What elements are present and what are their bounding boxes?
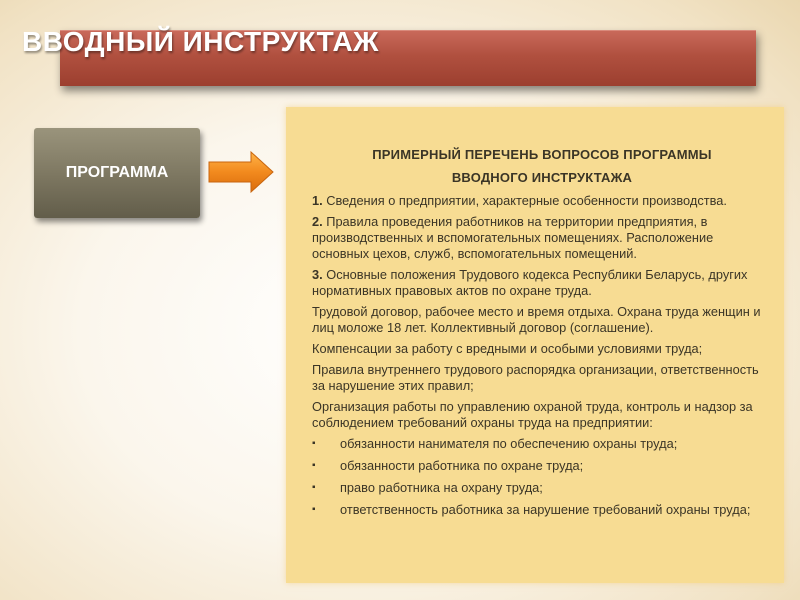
item-number: 1. (312, 193, 323, 208)
list-item (312, 458, 772, 474)
right-arrow-icon (207, 150, 275, 194)
heading-line-2: ВВОДНОГО ИНСТРУКТАЖА (451, 170, 633, 185)
heading-line-1: ПРИМЕРНЫЙ ПЕРЕЧЕНЬ ВОПРОСОВ ПРОГРАММЫ (372, 147, 712, 162)
bullet-icon: ▪ (312, 438, 316, 449)
list-item-text: обязанности работника по охране труда; (340, 458, 584, 473)
item-text: Сведения о предприятии, характерные особенности производства. (322, 193, 727, 208)
paragraph-internal-rules: Правила внутреннего трудового распорядка организации, ответственность за нарушение этих правил; (312, 362, 759, 393)
program-box (34, 128, 200, 218)
list-item-text: ответственность работника за нарушение требований охраны труда; (340, 502, 751, 517)
paragraph-compensation: Компенсации за работу с вредными и особыми условиями труда; (312, 341, 703, 356)
list-item-text: обязанности нанимателя по обеспечению охраны труда; (340, 436, 678, 451)
bullet-icon: ▪ (312, 504, 316, 515)
numbered-item-3 (312, 267, 772, 299)
item-number: 3. (312, 267, 323, 282)
numbered-item-2 (312, 214, 772, 262)
bullet-icon: ▪ (312, 460, 316, 471)
list-item (312, 480, 772, 496)
paragraph-labor-contract: Трудовой договор, рабочее место и время отдыха. Охрана труда женщин и лиц моложе 18 лет. Коллективный договор (соглашение). (312, 304, 761, 335)
slide-title: ВВОДНЫЙ ИНСТРУКТАЖ (22, 26, 379, 57)
bullet-list (312, 436, 772, 518)
program-label: ПРОГРАММА (65, 164, 169, 181)
content-heading (312, 143, 772, 189)
bullet-icon: ▪ (312, 482, 316, 493)
item-text: Правила проведения работников на территории предприятия, в производственных и вспомогательных помещениях. Расположение основных цехов, служб, вспомогательных помещений. (312, 214, 714, 261)
numbered-item-1 (312, 193, 772, 209)
list-item (312, 502, 772, 518)
item-text: Основные положения Трудового кодекса Республики Беларусь, других нормативных правовых актов по охране труда. (312, 267, 748, 298)
list-item-text: право работника на охрану труда; (340, 480, 543, 495)
item-number: 2. (312, 214, 323, 229)
content-panel (286, 107, 784, 583)
list-item (312, 436, 772, 452)
paragraph-safety-management: Организация работы по управлению охраной труда, контроль и надзор за соблюдением требований охраны труда на предприятии: (312, 399, 753, 430)
